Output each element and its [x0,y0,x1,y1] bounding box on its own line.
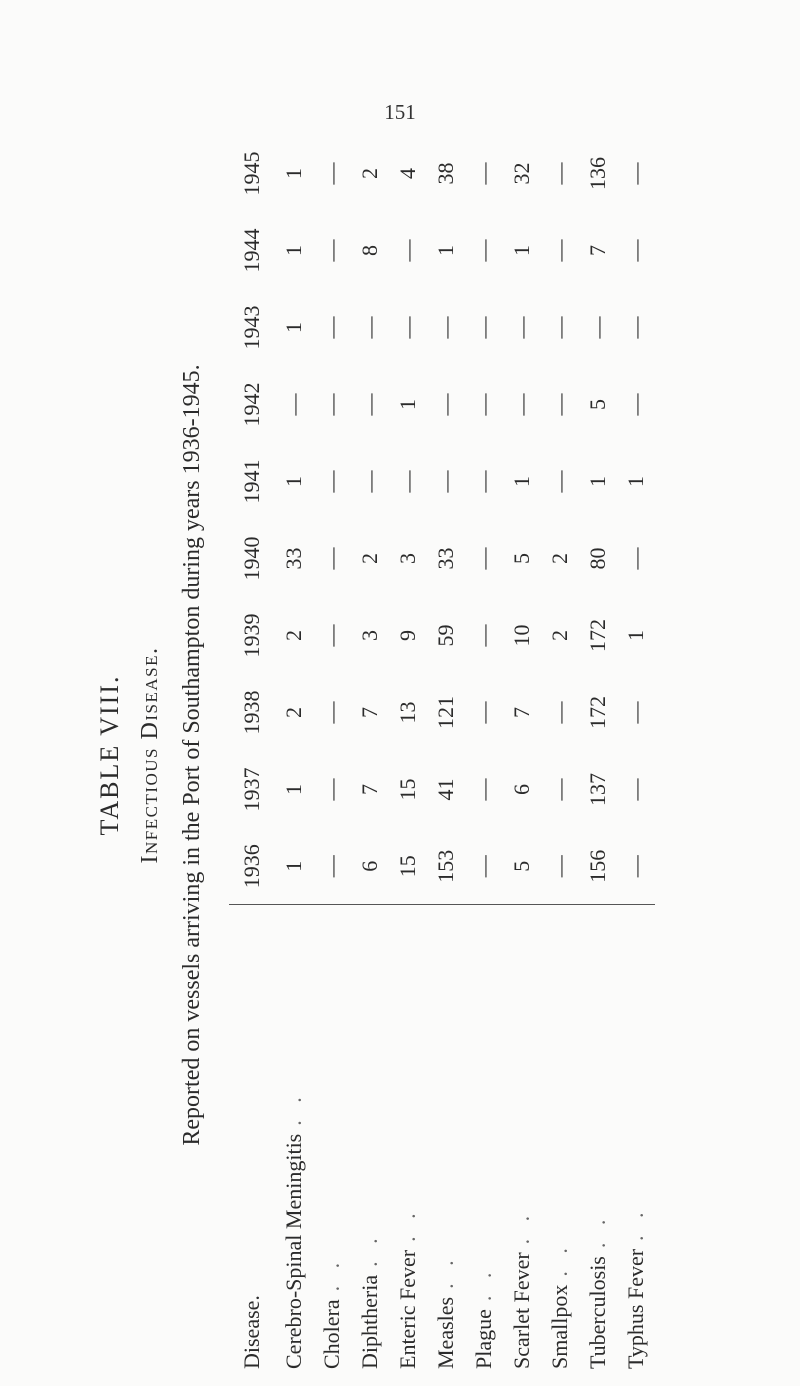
disease-name-cell [503,905,541,1375]
case-count-cell: — [319,547,344,570]
table-row [275,135,313,1375]
case-count-cell: 15 [395,778,420,801]
case-count-cell: — [281,393,306,416]
case-count-cell: 41 [433,778,458,801]
table-caption: Reported on vessels arriving in the Port of Southampton during years 1936-1945. [179,364,205,1146]
year-header: 1937 [239,767,264,812]
case-count-cell: 6 [509,784,534,795]
case-count-cell: — [471,316,496,339]
case-count-cell: — [357,470,382,493]
disease-column-header: Disease. [229,905,275,1375]
case-count-cell: — [623,162,648,185]
disease-name: Typhus Fever [623,1248,648,1369]
case-count-cell: 7 [357,707,382,718]
year-header: 1944 [239,228,264,273]
case-count-cell: 1 [281,322,306,333]
disease-name: Diphtheria [357,1274,382,1369]
case-count-cell: 9 [395,630,420,641]
case-count-cell: 1 [623,476,648,487]
case-count-cell: 1 [281,245,306,256]
table-row [465,135,503,1375]
case-count-cell: — [471,239,496,262]
case-count-cell: 137 [585,773,610,806]
case-count-cell: 1 [509,476,534,487]
year-header: 1945 [239,151,264,196]
case-count-cell: 59 [433,624,458,647]
case-count-cell: — [547,470,572,493]
year-header: 1943 [239,305,264,350]
case-count-cell: — [585,316,610,339]
case-count-cell: — [319,316,344,339]
case-count-cell: 15 [395,855,420,878]
case-count-cell: 121 [433,696,458,729]
leader-dots: . . [357,1232,382,1267]
case-count-cell: 80 [585,547,610,570]
case-count-cell: — [319,624,344,647]
disease-name-cell [427,905,465,1375]
leader-dots: . . [585,1213,610,1249]
year-header: 1936 [239,844,264,889]
case-count-cell: 38 [433,162,458,185]
case-count-cell: — [471,162,496,185]
case-count-cell: 7 [509,707,534,718]
case-count-cell: — [623,547,648,570]
case-count-cell: 1 [509,245,534,256]
case-count-cell: — [547,855,572,878]
case-count-cell: 2 [357,553,382,564]
case-count-cell: 32 [509,162,534,185]
case-count-cell: 1 [281,860,306,872]
case-count-cell: 172 [585,619,610,652]
case-count-cell: — [623,393,648,416]
case-count-cell: — [471,701,496,724]
case-count-cell: — [471,547,496,570]
table-row [313,135,351,1375]
case-count-cell: — [357,393,382,416]
leader-dots: . . [281,1091,306,1126]
case-count-cell: — [623,701,648,724]
disease-name-cell [389,905,427,1375]
leader-dots: . . [395,1207,420,1242]
table-row [351,135,389,1375]
page-number: 151 [384,100,416,124]
case-count-cell: — [623,778,648,801]
case-count-cell: — [547,239,572,262]
case-count-cell: 2 [281,630,306,641]
case-count-cell: — [319,470,344,493]
disease-name: Scarlet Fever [509,1252,534,1369]
case-count-cell: 33 [281,547,306,570]
case-count-cell: — [547,778,572,801]
year-header: 1942 [239,382,264,427]
case-count-cell: 13 [395,701,420,724]
case-count-cell: — [319,162,344,185]
case-count-cell: 10 [509,624,534,647]
case-count-cell: 2 [357,168,382,179]
leader-dots: . . [319,1256,344,1292]
case-count-cell: 1 [281,476,306,487]
leader-dots: . . [623,1206,648,1241]
case-count-cell: 136 [585,157,610,190]
disease-name: Cerebro-Spinal Meningitis [281,1133,306,1369]
table-subtitle: Infectious Disease. [137,646,163,864]
case-count-cell: — [471,470,496,493]
case-count-cell: — [471,778,496,801]
case-count-cell: — [623,316,648,339]
year-header: 1941 [239,459,264,504]
case-count-cell: — [433,470,458,493]
case-count-cell: — [395,470,420,493]
case-count-cell: 2 [281,707,306,718]
case-count-cell: 33 [433,547,458,570]
case-count-cell: — [547,162,572,185]
table-row [503,135,541,1375]
case-count-cell: — [471,624,496,647]
leader-dots: . . [509,1209,534,1245]
case-count-cell: — [357,316,382,339]
case-count-cell: 7 [357,784,382,795]
case-count-cell: 1 [585,476,610,487]
disease-name-cell [579,905,617,1375]
disease-name-cell [313,905,351,1375]
table-row [579,135,617,1375]
case-count-cell: — [319,778,344,801]
case-count-cell: — [319,701,344,724]
case-count-cell: 1 [281,168,306,179]
case-count-cell: — [547,316,572,339]
case-count-cell: 1 [281,784,306,795]
table-row [427,135,465,1375]
case-count-cell: — [395,316,420,339]
year-header: 1938 [239,690,264,735]
disease-name-cell [465,905,503,1375]
disease-table [229,135,655,1376]
case-count-cell: — [395,239,420,262]
disease-name: Smallpox [547,1284,572,1369]
disease-name: Measles [433,1296,458,1369]
header-row [229,135,275,1375]
disease-name: Enteric Fever [395,1249,420,1369]
leader-dots: . . [547,1242,572,1277]
case-count-cell: — [471,393,496,416]
case-count-cell: 1 [623,630,648,641]
case-count-cell: 1 [395,399,420,410]
case-count-cell: — [433,393,458,416]
table-row [617,135,655,1375]
case-count-cell: 156 [585,849,610,883]
case-count-cell: — [433,316,458,339]
case-count-cell: — [547,393,572,416]
case-count-cell: — [623,855,648,878]
case-count-cell: — [509,316,534,339]
case-count-cell: 3 [395,553,420,564]
case-count-cell: 4 [395,168,420,179]
case-count-cell: — [547,701,572,724]
table-row [389,135,427,1375]
case-count-cell: — [319,855,344,878]
year-header: 1940 [239,536,264,581]
case-count-cell: 8 [357,245,382,256]
leader-dots: . . [433,1254,458,1289]
disease-name: Tuberculosis [585,1256,610,1369]
disease-name: Cholera [319,1299,344,1369]
disease-name: Plague [471,1309,496,1369]
case-count-cell: — [471,855,496,878]
case-count-cell: 6 [357,860,382,872]
disease-name-cell [617,905,655,1375]
case-count-cell: 153 [433,849,458,883]
table-row [541,135,579,1375]
case-count-cell: 5 [509,553,534,564]
leader-dots: . . [471,1266,496,1302]
rotated-table-sheet [95,135,695,1375]
disease-name-cell [541,905,579,1375]
case-count-cell: — [319,239,344,262]
case-count-cell: 5 [509,860,534,872]
table-title: TABLE VIII. [95,674,124,836]
case-count-cell: 2 [547,553,572,564]
disease-name-cell [351,905,389,1375]
case-count-cell: 172 [585,696,610,729]
case-count-cell: 2 [547,630,572,641]
case-count-cell: — [509,393,534,416]
disease-name-cell [275,905,313,1375]
case-count-cell: 3 [357,630,382,641]
case-count-cell: — [623,239,648,262]
case-count-cell: 1 [433,245,458,256]
case-count-cell: 7 [585,245,610,256]
case-count-cell: 5 [585,399,610,410]
year-header: 1939 [239,613,264,658]
case-count-cell: — [319,393,344,416]
